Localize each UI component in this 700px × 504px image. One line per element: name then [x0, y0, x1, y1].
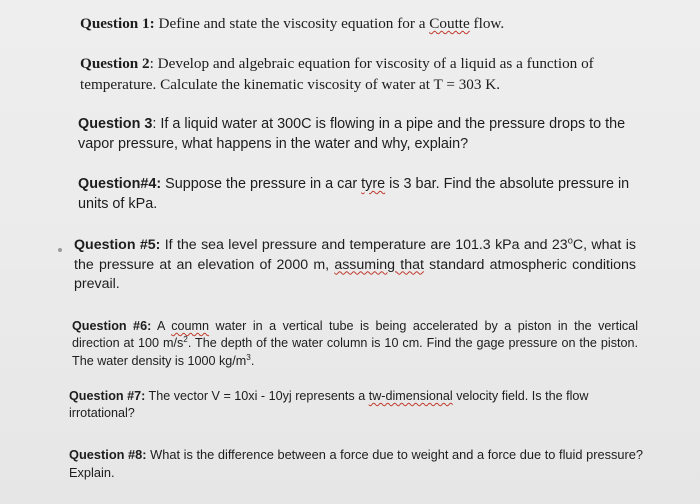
question-1: Question 1: Define and state the viscosity equation for a Coutte flow.	[80, 15, 505, 32]
question-6: Question #6: A coumn water in a vertical tube is being accelerated by a piston in the vertical direction at 100 $m/s^2$. The depth of the water column is 10 cm. Find the gage pressure on the piston. The water density is 1000 $kg/m^3$.	[72, 319, 638, 368]
question-2-label: Question 2	[80, 55, 150, 72]
question-7: Question #7: The vector V = 10xi - 10yj represents a tw-dimensional velocity field. Is the flow irrotational?	[69, 389, 589, 421]
question-3: Question 3: If a liquid water at 300C is flowing in a pipe and the pressure drops to the vapor pressure, what happens in the water and why, explain?	[78, 116, 626, 152]
spellcheck-word: coumn	[171, 319, 210, 333]
question-7-label: Question #7:	[69, 389, 146, 403]
question-1-label: Question 1:	[80, 15, 155, 32]
question-5-label: Question #5:	[74, 237, 161, 253]
question-4-label: Question#4:	[78, 176, 162, 192]
question-8: Question #8: What is the difference between a force due to weight and a force due to fluid pressure? Explain.	[69, 447, 643, 480]
spellcheck-word: assuming that	[334, 256, 424, 273]
bullet-dot	[58, 248, 62, 252]
spellcheck-word: Coutte	[429, 15, 470, 32]
question-6-label: Question #6:	[72, 319, 152, 333]
question-3-label: Question 3	[78, 116, 153, 132]
question-5: Question #5: If the sea level pressure and temperature are 101.3 kPa and 23$^o$C, what is the pressure at an elevation of 2000 m, assuming that standard atmospheric conditions prevail.	[74, 235, 637, 293]
question-8-label: Question #8:	[69, 447, 147, 462]
question-2: Question 2: Develop and algebraic equation for viscosity of a liquid as a function of temperature. Calculate the kinematic viscosity of water at T = 303 K.	[80, 55, 594, 93]
spellcheck-word: tw-dimensional	[368, 389, 453, 403]
question-4: Question#4: Suppose the pressure in a car tyre is 3 bar. Find the absolute pressure in units of kPa.	[78, 176, 630, 212]
spellcheck-word: tyre	[361, 176, 386, 192]
